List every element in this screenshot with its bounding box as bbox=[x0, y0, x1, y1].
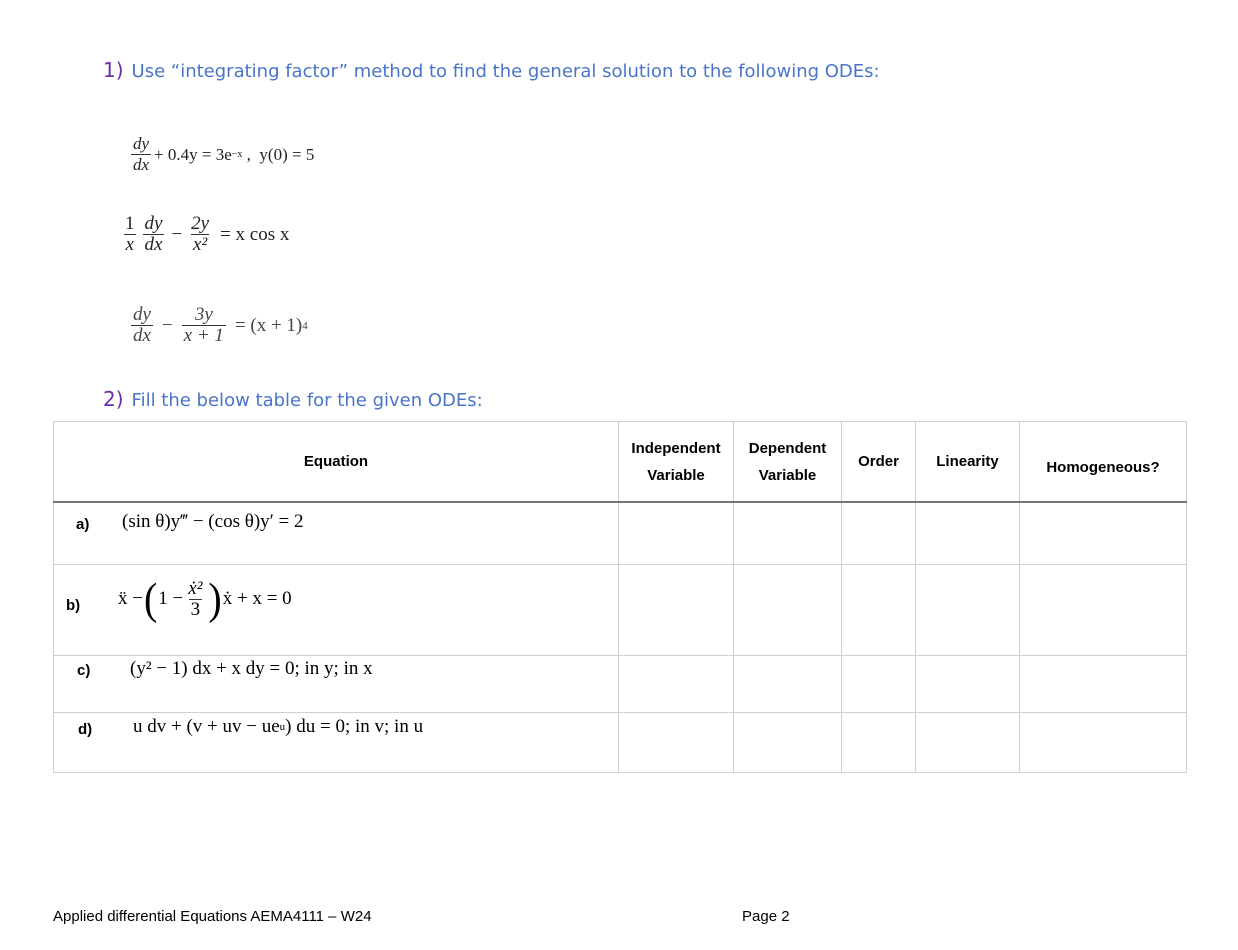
ode-3-n2: 3y bbox=[194, 304, 213, 325]
ode-1-den: dx bbox=[133, 155, 150, 174]
row-a-dependent-cell[interactable] bbox=[734, 502, 842, 564]
row-a-independent-cell[interactable] bbox=[619, 502, 734, 564]
question-1-number: 1) bbox=[103, 58, 124, 82]
ode-3-d1: dx bbox=[133, 325, 151, 346]
header-dependent-variable: Dependent Variable bbox=[734, 422, 842, 503]
row-a-equation: (sin θ)y‴ − (cos θ)y′ = 2 bbox=[122, 511, 304, 532]
row-b-independent-cell[interactable] bbox=[619, 564, 734, 655]
row-d-order-cell[interactable] bbox=[842, 712, 916, 772]
ode-2-d1: x bbox=[125, 234, 134, 255]
row-d-label: d) bbox=[78, 720, 93, 738]
header-linearity: Linearity bbox=[916, 422, 1020, 503]
row-c-linearity-cell[interactable] bbox=[916, 655, 1020, 712]
row-a-order-cell[interactable] bbox=[842, 502, 916, 564]
row-b-equation-cell bbox=[54, 564, 619, 655]
row-a-label: a) bbox=[76, 516, 90, 533]
row-a-homogeneous-cell[interactable] bbox=[1020, 502, 1187, 564]
ode-2-d2: dx bbox=[144, 234, 163, 255]
ode-1-cond: , y(0) = 5 bbox=[242, 144, 315, 164]
header-homogeneous: Homogeneous? bbox=[1020, 422, 1187, 503]
ode-3-minus: − bbox=[161, 314, 173, 336]
row-b-homogeneous-cell[interactable] bbox=[1020, 564, 1187, 655]
ode-2-n2: dy bbox=[144, 213, 163, 234]
row-d-homogeneous-cell[interactable] bbox=[1020, 712, 1187, 772]
row-c-homogeneous-cell[interactable] bbox=[1020, 655, 1187, 712]
row-d-independent-cell[interactable] bbox=[619, 712, 734, 772]
ode-3-rhs: = (x + 1) bbox=[234, 314, 303, 336]
row-d-dependent-cell[interactable] bbox=[734, 712, 842, 772]
row-d-linearity-cell[interactable] bbox=[916, 712, 1020, 772]
footer-course: Applied differential Equations AEMA4111 – W24 bbox=[53, 908, 372, 925]
table-row bbox=[54, 712, 1187, 772]
ode-1 bbox=[128, 134, 314, 175]
ode-3-n1: dy bbox=[133, 304, 151, 325]
header-order: Order bbox=[842, 422, 916, 503]
question-2-number: 2) bbox=[103, 387, 124, 411]
row-c-independent-cell[interactable] bbox=[619, 655, 734, 712]
question-2 bbox=[103, 387, 483, 411]
ode-2-d3: x² bbox=[193, 234, 208, 255]
ode-1-num: dy bbox=[133, 134, 150, 153]
question-2-text: Fill the below table for the given ODEs: bbox=[131, 390, 483, 411]
ode-1-exp: −x bbox=[231, 149, 243, 160]
ode-2-n1: 1 bbox=[125, 213, 135, 234]
row-b-dependent-cell[interactable] bbox=[734, 564, 842, 655]
table-row bbox=[54, 564, 1187, 655]
ode-2-minus: − bbox=[171, 223, 183, 245]
table-row bbox=[54, 502, 1187, 564]
footer-page-number: Page 2 bbox=[742, 908, 790, 925]
row-b-label: b) bbox=[66, 596, 81, 614]
row-b-order-cell[interactable] bbox=[842, 564, 916, 655]
row-c-equation-cell bbox=[54, 655, 619, 712]
ode-3-d2: x + 1 bbox=[183, 325, 224, 346]
row-d-equation: u dv + (v + uv − ue u ) du = 0; in v; in u bbox=[133, 715, 424, 737]
row-c-label: c) bbox=[77, 661, 91, 679]
table-header-row bbox=[54, 422, 1187, 503]
ode-1-rest: + 0.4y = 3e bbox=[154, 144, 232, 164]
ode-3 bbox=[128, 305, 308, 346]
header-equation: Equation bbox=[54, 422, 619, 503]
ode-table bbox=[53, 421, 1187, 773]
row-a-equation-cell bbox=[54, 502, 619, 564]
question-1 bbox=[103, 58, 880, 82]
ode-3-exp: 4 bbox=[302, 319, 308, 332]
table-row bbox=[54, 655, 1187, 712]
question-1-text: Use “integrating factor” method to find the general solution to the following ODEs: bbox=[131, 61, 880, 82]
row-b-equation: ẍ − ( 1 − $\frac{\text{ẋ²}}{3}$ ) ẋ + x = 0 bbox=[118, 573, 292, 624]
row-b-linearity-cell[interactable] bbox=[916, 564, 1020, 655]
row-a-linearity-cell[interactable] bbox=[916, 502, 1020, 564]
ode-2-rhs: = x cos x bbox=[220, 223, 290, 245]
row-c-order-cell[interactable] bbox=[842, 655, 916, 712]
ode-2-n3: 2y bbox=[191, 213, 210, 234]
ode-2 bbox=[120, 214, 289, 255]
row-c-equation: (y² − 1) dx + x dy = 0; in y; in x bbox=[130, 657, 373, 679]
row-d-equation-cell bbox=[54, 712, 619, 772]
header-independent-variable: Independent Variable bbox=[619, 422, 734, 503]
row-c-dependent-cell[interactable] bbox=[734, 655, 842, 712]
